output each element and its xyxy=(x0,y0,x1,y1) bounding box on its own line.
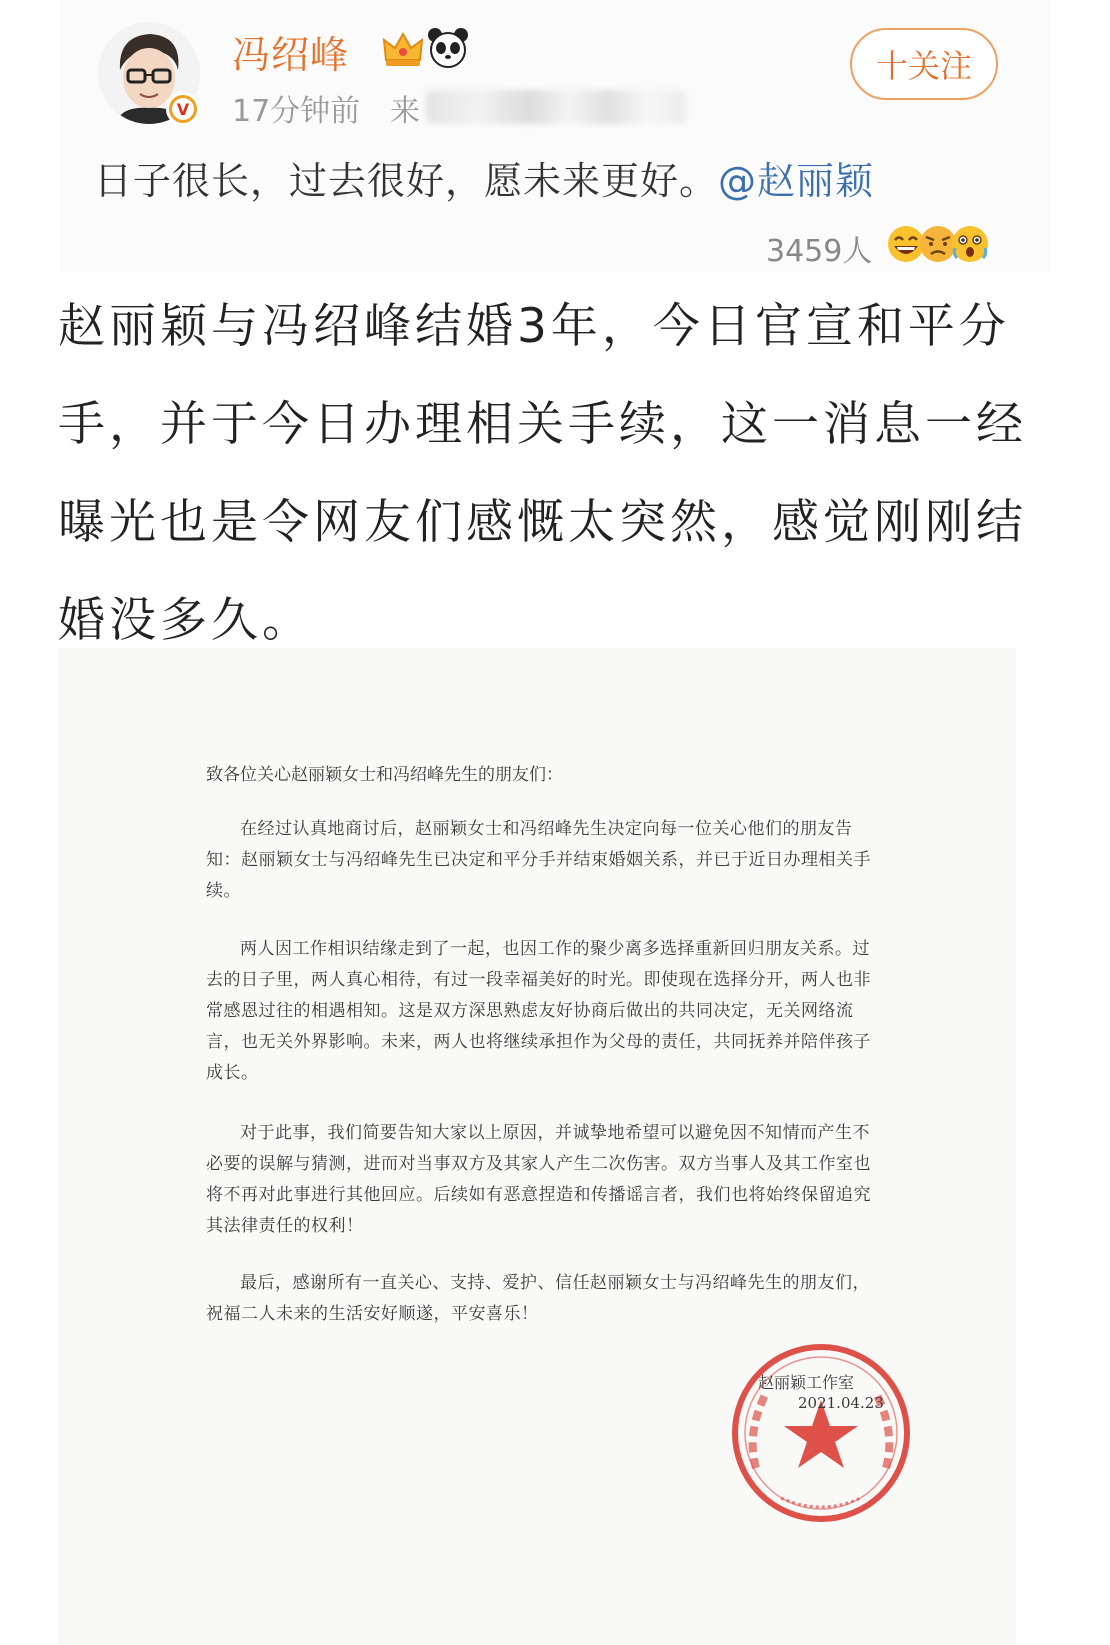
username[interactable]: 冯绍峰 xyxy=(232,33,350,77)
letter-paragraph-4: 最后，感谢所有一直关心、支持、爱护、信任赵丽颖女士与冯绍峰先生的朋友们，祝福二人未来的生活安好顺遂，平安喜乐！ xyxy=(206,1273,870,1324)
letter-paragraph-3: 对于此事，我们简要告知大家以上原因，并诚挚地希望可以避免因不知情而产生不必要的误解与猜测，进而对当事双方及其家人产生二次伤害。双方当事人及其工作室也将不再对此事进行其他回应。后续如有恶意捏造和传播谣言者，我们也将始终保留追究其法律责任的权利！ xyxy=(206,1123,871,1236)
reaction-count: 3459人 xyxy=(766,234,873,269)
weibo-post-card xyxy=(60,0,1050,272)
article-paragraph: 赵丽颖与冯绍峰结婚3年，今日官宣和平分手，并于今日办理相关手续，这一消息一经曝光也是令网友们感慨太突然，感觉刚刚结婚没多久。 xyxy=(58,299,1027,648)
letter-greeting: 致各位关心赵丽颖女士和冯绍峰先生的朋友们： xyxy=(206,765,563,785)
letter-signature: 赵丽颖工作室 xyxy=(758,1373,855,1392)
post-text xyxy=(94,150,874,205)
letter-paragraph-1: 在经过认真地商讨后，赵丽颖女士和冯绍峰先生决定向每一位关心他们的朋友告知：赵丽颖女士与冯绍峰先生已决定和平分手并结束婚姻关系，并已于近日办理相关手续。 xyxy=(206,819,871,901)
surprised-emoji-icon[interactable] xyxy=(950,224,990,264)
panda-icon xyxy=(426,26,470,70)
post-source-label: 来 xyxy=(390,94,420,129)
mention-link[interactable]: @赵丽颖 xyxy=(718,159,875,203)
statement-letter-image xyxy=(58,648,1016,1645)
blurred-source xyxy=(426,90,686,124)
verified-badge-icon: V xyxy=(166,92,200,126)
letter-paragraph-2: 两人因工作相识结缘走到了一起，也因工作的聚少离多选择重新回归朋友关系。过去的日子里，两人真心相待，有过一段幸福美好的时光。即使现在选择分开，两人也非常感恩过往的相遇相知。这是双方深思熟虑友好协商后做出的共同决定，无关网络流言，也无关外界影响。未来，两人也将继续承担作为父母的责任，共同抚养并陪伴孩子成长。 xyxy=(206,939,871,1083)
follow-button[interactable]: 十关注 xyxy=(850,28,998,100)
official-seal-icon xyxy=(726,1338,916,1528)
letter-date: 2021.04.23 xyxy=(798,1394,884,1412)
crown-icon xyxy=(382,30,424,68)
post-body: 日子很长，过去很好，愿未来更好。 xyxy=(94,159,719,203)
post-timestamp: 17分钟前 xyxy=(232,94,361,129)
